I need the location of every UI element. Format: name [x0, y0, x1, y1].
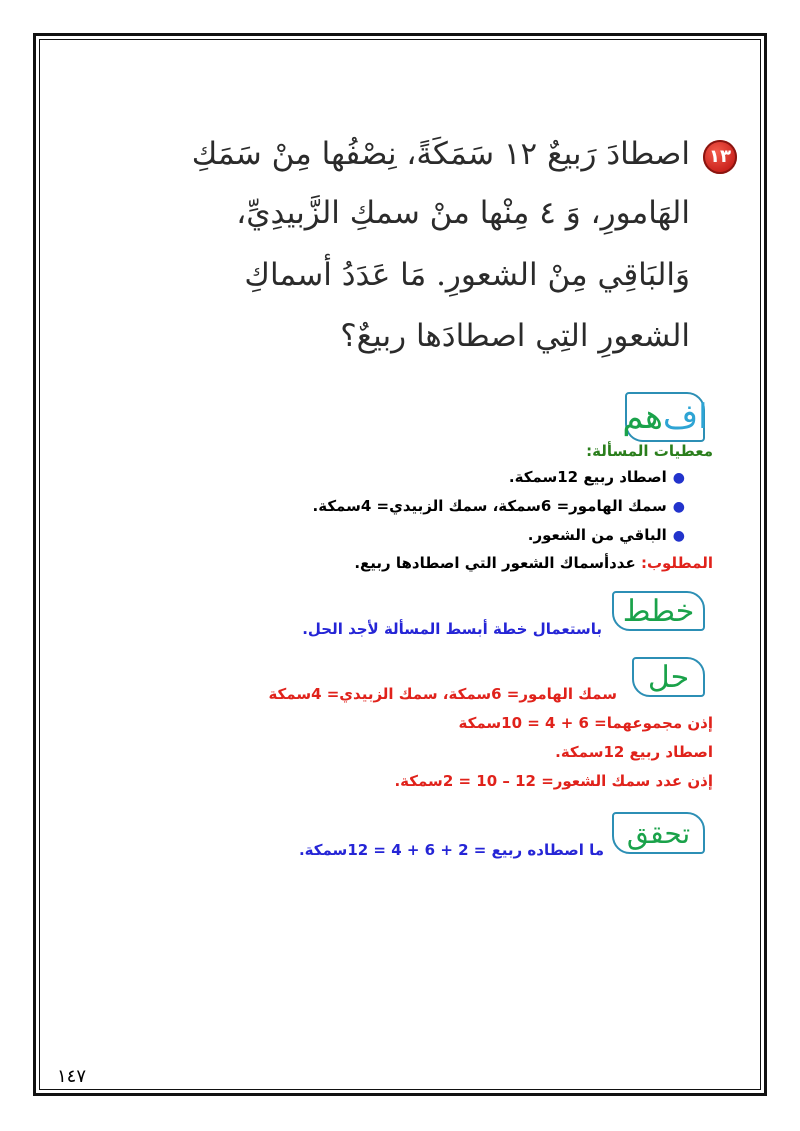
- plan-text: باستعمال خطة أبسط المسألة لأجد الحل.: [302, 620, 602, 638]
- understand-tag-part2: هم: [622, 397, 663, 437]
- required-text: عددأسماك الشعور التي اصطادها ربيع.: [354, 554, 636, 572]
- givens-title: معطيات المسألة:: [586, 442, 713, 460]
- understand-tag-part1: اف: [662, 397, 708, 437]
- problem-line-3: وَالبَاقِي مِنْ الشعورِ. مَا عَدَدُ أسماكِ: [244, 257, 690, 293]
- plan-tag: خطط: [612, 591, 705, 631]
- check-text: ما اصطاده ربيع = 2 + 6 + 4 = 12سمكة.: [298, 841, 604, 859]
- check-tag: تحقق: [612, 812, 705, 854]
- page-number: ١٤٧: [57, 1066, 87, 1087]
- problem-line-4: الشعورِ التِي اصطادَها ربيعٌ؟: [340, 318, 690, 354]
- bullet-icon: ●: [672, 499, 685, 515]
- solve-tag: حل: [632, 657, 705, 697]
- bullet-icon: ●: [672, 528, 685, 544]
- solve-line-1: سمك الهامور= 6سمكة، سمك الزبيدي= 4سمكة: [268, 685, 617, 703]
- problem-number-badge: ١٣: [703, 140, 737, 174]
- solve-line-2: إذن مجموعهما= 6 + 4 = 10سمكة: [458, 714, 713, 732]
- given-item-1: ●اصطاد ربيع 12سمكة.: [508, 468, 685, 486]
- required-line: [354, 554, 713, 572]
- bullet-icon: ●: [672, 470, 685, 486]
- understand-tag: [622, 392, 708, 442]
- solve-line-3: اصطاد ربيع 12سمكة.: [555, 743, 713, 761]
- given-item-2: ●سمك الهامور= 6سمكة، سمك الزبيدي= 4سمكة.: [312, 497, 685, 515]
- given-item-3: ●الباقي من الشعور.: [527, 526, 685, 544]
- solve-line-4: إذن عدد سمك الشعور= 12 – 10 = 2سمكة.: [394, 772, 713, 790]
- problem-line-2: الهَامورِ، وَ ٤ مِنْها منْ سمكِ الزَّبيدِيِّ،: [236, 195, 690, 231]
- problem-line-1: اصطادَ رَبيعٌ ١٢ سَمَكَةً، نِصْفُها مِنْ سَمَكِ: [191, 136, 690, 172]
- required-label: المطلوب:: [640, 554, 713, 572]
